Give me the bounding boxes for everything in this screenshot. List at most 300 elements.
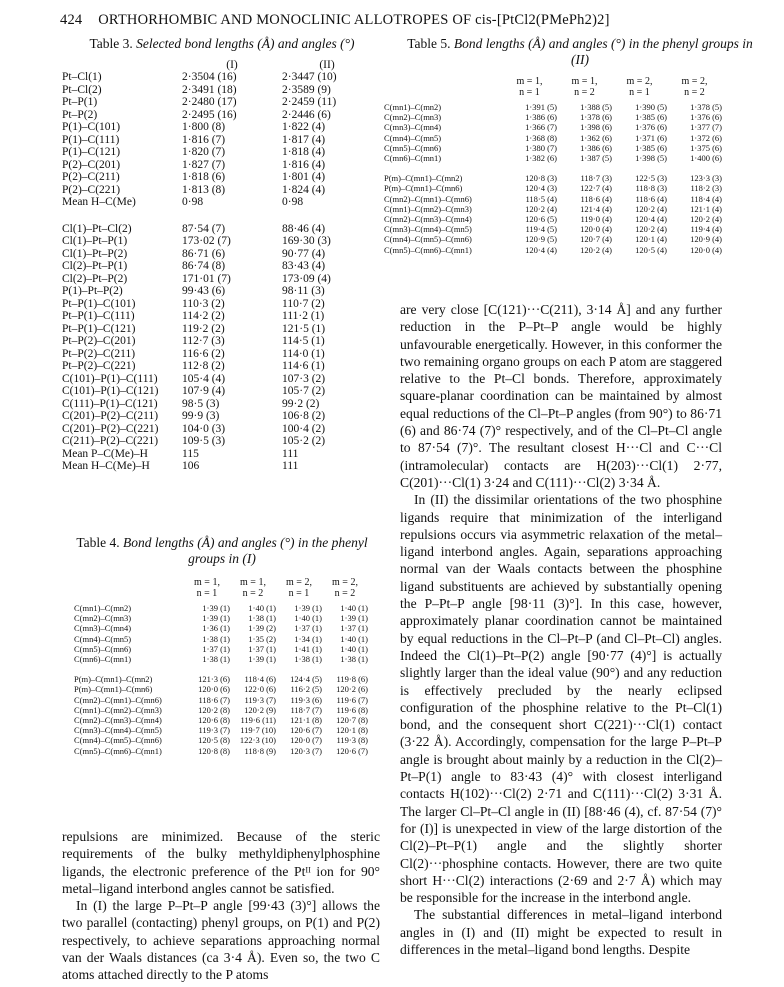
cell-value: 118·6 (4) [580, 193, 612, 204]
angle-label: C(mn2)–C(mn1)–C(mn6) [384, 193, 472, 204]
cell-value: 120·4 (4) [635, 214, 667, 225]
spacer [384, 163, 722, 173]
table-header-row [74, 588, 368, 599]
value-II: 99·2 (2) [282, 397, 320, 410]
bond-label: C(mn4)–C(mn5) [384, 132, 442, 143]
value-I: 1·813 (8) [182, 183, 226, 196]
table-3-label: Table 3. [89, 36, 133, 51]
angle-label: C(mn1)–C(mn2)–C(mn3) [74, 704, 162, 715]
spacer [74, 664, 368, 674]
cell-value: 1·366 (7) [525, 122, 557, 133]
value-II: 110·7 (2) [282, 297, 325, 310]
cell-value: 120·8 (3) [525, 173, 557, 184]
spacer-row [74, 664, 368, 674]
table-row [62, 398, 372, 411]
table-row [62, 96, 372, 109]
angle-label: C(211)–P(2)–C(221) [62, 435, 159, 447]
cell-value: 1·380 (7) [525, 142, 557, 153]
cell-value: 1·376 (6) [635, 122, 667, 133]
cell-value: 1·41 (1) [294, 643, 322, 654]
value-II: 1·818 (4) [282, 146, 326, 158]
cell-value: 120·0 (4) [690, 244, 722, 255]
angle-label: C(201)–P(2)–C(211) [62, 410, 159, 422]
table-row [384, 133, 722, 143]
bond-label: Pt–Cl(2) [62, 83, 102, 96]
cell-value: 119·6 (11) [240, 715, 276, 726]
cell-value: 1·376 (6) [690, 112, 722, 123]
table-3 [62, 36, 382, 473]
cell-value: 122·3 (10) [239, 735, 276, 746]
column-header-n: n = 2 [242, 588, 264, 599]
bond-label: C(mn1)–C(mn2) [384, 102, 442, 112]
angle-label: C(mn3)–C(mn4)–C(mn5) [384, 224, 472, 235]
cell-value: 120·1 (8) [336, 725, 368, 736]
column-header: (I) [226, 59, 238, 71]
table-header-row [384, 87, 722, 98]
cell-value: 119·3 (7) [244, 694, 276, 705]
cell-value: 121·3 (6) [198, 674, 230, 685]
cell-value: 1·398 (6) [580, 122, 612, 133]
cell-value: 1·372 (6) [690, 132, 722, 143]
cell-value: 1·39 (1) [340, 613, 368, 624]
angle-label: Cl(2)–Pt–P(1) [62, 260, 128, 272]
cell-value: 120·2 (4) [635, 203, 667, 214]
table-row [74, 725, 368, 735]
cell-value: 119·6 (7) [336, 694, 368, 705]
bond-label: P(1)–C(111) [62, 133, 120, 146]
cell-value: 1·39 (1) [248, 654, 276, 665]
value-II: 0·98 [282, 196, 304, 208]
value-I: 99·43 (6) [182, 285, 226, 297]
bond-label: Mean H–C(Me) [62, 196, 136, 208]
cell-value: 120·2 (4) [635, 224, 667, 235]
table-row [62, 373, 372, 386]
value-I: 115 [182, 447, 199, 460]
value-II: 111 [282, 447, 299, 460]
page-number: 424 [60, 12, 83, 28]
value-I: 114·2 (2) [182, 310, 225, 322]
cell-value: 122·7 (4) [580, 183, 612, 194]
cell-value: 1·40 (1) [340, 633, 368, 644]
bond-label: Pt–Cl(1) [62, 71, 102, 83]
angle-label: P(1)–Pt–P(2) [62, 285, 123, 297]
value-I: 86·74 (8) [182, 260, 226, 272]
value-I: 171·01 (7) [182, 272, 231, 285]
table-row [74, 715, 368, 725]
value-II: 105·2 (2) [282, 435, 326, 447]
column-header-n: n = 1 [519, 87, 540, 98]
value-II: 2·3589 (9) [282, 83, 331, 96]
bond-label: C(mn3)–C(mn4) [74, 623, 132, 634]
table-3-title: Selected bond lengths (Å) and angles (°) [136, 36, 355, 51]
page-header [60, 12, 760, 29]
table-4 [62, 535, 382, 756]
table-row [384, 112, 722, 122]
angle-label: C(mn4)–C(mn5)–C(mn6) [74, 735, 162, 746]
table-5-caption [400, 36, 760, 68]
table-row [62, 159, 372, 172]
bond-label: C(mn6)–C(mn1) [74, 654, 132, 665]
value-II: 2·3447 (10) [282, 71, 337, 83]
cell-value: 1·40 (1) [248, 603, 276, 613]
cell-value: 1·37 (1) [294, 623, 322, 634]
table-4-title: Bond lengths (Å) and angles (°) in the phenyl groups in (I) [123, 535, 368, 566]
table-row [62, 298, 372, 311]
column-header-m: m = 1, [571, 76, 598, 87]
value-I: 99·9 (3) [182, 410, 220, 422]
header-spacer [74, 577, 184, 588]
cell-value: 1·40 (1) [340, 603, 368, 613]
table-row [62, 335, 372, 348]
value-II: 111 [282, 460, 299, 472]
bond-label: P(2)–C(201) [62, 158, 121, 171]
angle-label: C(mn5)–C(mn6)–C(mn1) [384, 244, 472, 255]
angle-label: C(mn2)–C(mn3)–C(mn4) [384, 214, 472, 225]
table-row [384, 194, 722, 204]
column-header-m: m = 1, [194, 577, 220, 588]
bond-label: C(mn2)–C(mn3) [384, 112, 442, 123]
angle-label: P(m)–C(mn1)–C(mn2) [74, 674, 153, 685]
cell-value: 118·8 (3) [635, 183, 667, 194]
table-row [74, 695, 368, 705]
angle-label: Mean H–C(Me)–H [62, 460, 150, 472]
cell-value: 120·5 (8) [198, 735, 230, 746]
cell-value: 1·375 (6) [690, 142, 722, 153]
angle-label: C(mn4)–C(mn5)–C(mn6) [384, 234, 472, 245]
table-row [74, 623, 368, 633]
cell-value: 1·398 (5) [635, 153, 667, 164]
column-header-n: n = 2 [574, 87, 595, 98]
angle-label: Cl(1)–Pt–Cl(2) [62, 222, 132, 235]
column-header-n: n = 1 [629, 87, 650, 98]
angle-label: P(m)–C(mn1)–C(mn2) [384, 173, 463, 184]
cell-value: 120·0 (4) [580, 224, 612, 235]
cell-value: 121·1 (4) [690, 203, 722, 214]
table-row [62, 348, 372, 361]
cell-value: 119·4 (5) [525, 224, 557, 235]
value-II: 1·817 (4) [282, 133, 326, 146]
column-header-m: m = 1, [240, 577, 266, 588]
cell-value: 119·3 (8) [336, 735, 368, 746]
value-I: 2·2480 (17) [182, 96, 237, 108]
value-II: 105·7 (2) [282, 385, 326, 397]
table-5 [384, 36, 760, 255]
bond-label: C(mn4)–C(mn5) [74, 633, 132, 644]
cell-value: 119·3 (6) [290, 694, 322, 705]
table-row [74, 613, 368, 623]
cell-value: 1·400 (6) [690, 153, 722, 164]
table-row [62, 196, 372, 209]
cell-value: 118·4 (6) [244, 674, 276, 685]
value-II: 2·2459 (11) [282, 96, 337, 108]
cell-value: 1·368 (8) [525, 132, 557, 143]
table-row [74, 705, 368, 715]
table-row [384, 204, 722, 214]
value-II: 169·30 (3) [282, 235, 331, 247]
cell-value: 122·5 (3) [635, 173, 667, 184]
cell-value: 120·2 (4) [580, 244, 612, 255]
value-I: 1·800 (8) [182, 121, 226, 133]
value-II: 111·2 (1) [282, 310, 325, 322]
spacer-row [384, 163, 722, 173]
table-row [62, 121, 372, 134]
table-row [62, 410, 372, 423]
column-header-n: n = 1 [288, 588, 310, 599]
left-column-text [62, 828, 380, 984]
cell-value: 118·6 (7) [198, 694, 230, 705]
value-II: 1·822 (4) [282, 121, 326, 133]
column-header-m: m = 1, [516, 76, 543, 87]
cell-value: 119·6 (8) [336, 704, 368, 715]
cell-value: 122·0 (6) [244, 684, 276, 695]
cell-value: 120·9 (4) [690, 234, 722, 245]
value-II: 98·11 (3) [282, 285, 325, 297]
table-row [62, 310, 372, 323]
table-row [74, 654, 368, 664]
table-row [74, 603, 368, 613]
value-I: 104·0 (3) [182, 422, 226, 435]
cell-value: 1·36 (1) [202, 623, 230, 634]
column-header-n: n = 1 [196, 588, 218, 599]
table-row [62, 448, 372, 461]
value-I: 112·7 (3) [182, 335, 225, 347]
cell-value: 1·37 (1) [248, 643, 276, 654]
paragraph: repulsions are minimized. Because of the steric requirements of the bulky methyldiphenylphosphine ligands, the electronic preference of the Ptᴵᴵ ion for 90° metal–ligand interbond angles cannot be satisfied. [62, 829, 380, 896]
bond-label: C(mn5)–C(mn6) [384, 142, 442, 153]
cell-value: 1·386 (6) [580, 142, 612, 153]
cell-value: 120·6 (5) [525, 214, 557, 225]
table-row [62, 84, 372, 97]
table-row [74, 634, 368, 644]
value-II: 88·46 (4) [282, 222, 326, 235]
cell-value: 1·382 (6) [525, 153, 557, 164]
cell-value: 1·39 (1) [202, 603, 230, 613]
table-row [62, 184, 372, 197]
value-I: 119·2 (2) [182, 322, 225, 335]
value-II: 173·09 (4) [282, 272, 331, 285]
column-header-m: m = 2, [626, 76, 653, 87]
cell-value: 1·385 (6) [635, 112, 667, 123]
column-header-n: n = 2 [334, 588, 356, 599]
angle-label: C(101)–P(1)–C(111) [62, 372, 158, 385]
column-header-m: m = 2, [286, 577, 312, 588]
table-row [384, 173, 722, 183]
value-II: 1·801 (4) [282, 171, 326, 183]
cell-value: 120·7 (8) [336, 715, 368, 726]
value-I: 105·4 (4) [182, 372, 226, 385]
table-row [74, 674, 368, 684]
paragraph: The substantial differences in metal–ligand interbond angles in (I) and (II) might be expected to result in differences in the metal–ligand bond lengths. Despite [400, 907, 722, 957]
cell-value: 119·3 (7) [198, 725, 230, 736]
cell-value: 1·38 (1) [202, 654, 230, 665]
angle-label: P(m)–C(mn1)–C(mn6) [384, 183, 463, 194]
paragraph: In (I) the large P–Pt–P angle [99·43 (3)°] allows the two parallel (contacting) phenyl groups, on P(1) and P(2) respectively, to achieve separations approaching normal van der Waals distances (ca 3·4 Å). Even so, the two C atoms attached directly to the P atoms [62, 898, 380, 983]
cell-value: 1·39 (1) [294, 603, 322, 613]
cell-value: 1·40 (1) [294, 613, 322, 624]
table-row [384, 183, 722, 193]
cell-value: 1·378 (5) [690, 102, 722, 112]
bond-label: C(mn6)–C(mn1) [384, 153, 442, 164]
angle-label: Pt–P(1)–C(101) [62, 297, 136, 310]
value-I: 107·9 (4) [182, 385, 226, 397]
angle-label: C(111)–P(1)–C(121) [62, 397, 158, 410]
value-II: 114·6 (1) [282, 360, 325, 372]
table-5-label: Table 5. [407, 36, 451, 51]
table-row [62, 260, 372, 273]
table-row [384, 245, 722, 255]
cell-value: 120·5 (4) [635, 244, 667, 255]
cell-value: 120·2 (4) [525, 203, 557, 214]
angle-label: Pt–P(1)–C(111) [62, 310, 135, 322]
table-3-caption [62, 36, 382, 52]
bond-label: P(2)–C(221) [62, 183, 121, 196]
cell-value: 119·4 (4) [690, 224, 722, 235]
cell-value: 1·377 (7) [690, 122, 722, 133]
spacer-row [62, 209, 372, 223]
table-header-row [384, 76, 722, 87]
angle-label: C(mn5)–C(mn6)–C(mn1) [74, 745, 162, 756]
cell-value: 1·390 (5) [635, 102, 667, 112]
value-I: 98·5 (3) [182, 397, 220, 410]
value-II: 100·4 (2) [282, 422, 326, 435]
cell-value: 124·4 (5) [290, 674, 322, 685]
angle-label: Pt–P(1)–C(121) [62, 322, 136, 335]
cell-value: 120·1 (4) [635, 234, 667, 245]
table-row [384, 224, 722, 234]
value-II: 121·5 (1) [282, 322, 326, 335]
table-row [74, 684, 368, 694]
header-spacer [74, 588, 184, 599]
cell-value: 1·39 (1) [202, 613, 230, 624]
value-I: 112·8 (2) [182, 360, 225, 372]
value-II: 1·816 (4) [282, 158, 326, 171]
value-I: 1·816 (7) [182, 133, 226, 146]
cell-value: 1·38 (1) [202, 633, 230, 644]
table-row [62, 235, 372, 248]
cell-value: 1·40 (1) [340, 643, 368, 654]
table-4-caption [62, 535, 382, 567]
value-I: 0·98 [182, 196, 204, 208]
value-I: 87·54 (7) [182, 222, 226, 235]
column-header-m: m = 2, [332, 577, 358, 588]
column-header-n: n = 2 [684, 87, 705, 98]
table-row [62, 223, 372, 236]
cell-value: 121·1 (8) [290, 715, 322, 726]
table-row [74, 746, 368, 756]
cell-value: 120·3 (7) [290, 745, 322, 756]
angle-label: C(mn3)–C(mn4)–C(mn5) [74, 725, 162, 736]
cell-value: 1·35 (2) [248, 633, 276, 644]
table-row [62, 423, 372, 436]
angle-label: C(101)–P(1)–C(121) [62, 385, 159, 397]
value-I: 106 [182, 460, 200, 472]
table-row [74, 735, 368, 745]
column-header-m: m = 2, [681, 76, 708, 87]
table-row [62, 71, 372, 84]
paragraph: In (II) the dissimilar orientations of the two phosphine ligands require that minimization of the interligand repulsions occurs via asymmetric relaxation of the metal–ligand interbond angles. Again, separations approaching normal van der Waals contacts between the phosphine ligand substituents are achieved by substantially opening the P–Pt–P angle [98·11 (3)°]. In this case, however, approximately planar coordination cannot be maintained by equal reductions in the Cl–Pt–P (and Cl–Pt–Cl) angles. Indeed the Cl(1)–Pt–P(2) angle [90·77 (4)°] is actually slightly larger than the ideal value (90°) and any reduction is effectively precluded by the nearly eclipsed configuration of the phosphine relative to the Pt–Cl(1) bond, and the consequent short C(221)···Cl(1) contact (3·22 Å). Accordingly, compensation for the large P–Pt–P angle is brought about mainly by a reduction in the Cl(2)–Pt–P(1) angle to 83·43 (4)° with closest interligand contacts H(102)···Cl(2) 2·71 and C(111)···Cl(2) 3·31 Å. The larger Cl–Pt–Cl angle in (II) [88·46 (4), cf. 87·54 (7)° for (I)] is unexpected in view of the large distortion of the Cl(2)–Pt–P(1) angle and the slightly shorter Cl(2)···phosphine contacts. However, there are two quite short H···Cl(2) interactions (2·69 and 2·7 Å) which may be responsible for the increase in the interbond angle. [400, 492, 722, 906]
value-I: 173·02 (7) [182, 235, 231, 247]
cell-value: 118·5 (4) [525, 193, 557, 204]
value-I: 1·827 (7) [182, 158, 226, 171]
cell-value: 119·8 (6) [336, 674, 368, 685]
cell-value: 118·8 (9) [244, 745, 276, 756]
cell-value: 120·6 (7) [290, 725, 322, 736]
paragraph: are very close [C(121)···C(211), 3·14 Å] and any further reduction in the P–Pt–P angle would be highly unfavourable energetically. However, in this conformer the two remaining organo groups on each P atom are staggered relative to the Pt–Cl bonds. Therefore, approximately square-planar coordination can be maintained by almost equal reductions of the Cl–Pt–P angles (from 90°) to 86·71 (6) and 86·74 (7)° respectively, and of the Cl–Pt–Cl angle to 87·54 (7)°. The resultant closest H···Cl and C···Cl (intramolecular) contacts are H(203)···Cl(1) 2·77, C(201)···Cl(1) 3·24 and C(111)···Cl(2) 3·34 Å. [400, 302, 723, 490]
angle-label: Cl(1)–Pt–P(2) [62, 247, 128, 260]
cell-value: 1·391 (5) [525, 102, 557, 112]
angle-label: Cl(1)–Pt–P(1) [62, 235, 128, 247]
bond-label: P(1)–C(121) [62, 146, 121, 158]
cell-value: 1·378 (6) [580, 112, 612, 123]
bond-label: C(mn1)–C(mn2) [74, 603, 132, 613]
cell-value: 118·6 (4) [635, 193, 667, 204]
value-I: 86·71 (6) [182, 247, 226, 260]
value-I: 1·818 (6) [182, 171, 226, 183]
value-I: 116·6 (2) [182, 347, 225, 360]
cell-value: 1·388 (5) [580, 102, 612, 112]
right-column-text [400, 301, 722, 958]
angle-label: C(mn2)–C(mn3)–C(mn4) [74, 715, 162, 726]
cell-value: 1·37 (1) [202, 643, 230, 654]
table-row [62, 385, 372, 398]
angle-label: P(m)–C(mn1)–C(mn6) [74, 684, 153, 695]
bond-label: Pt–P(2) [62, 108, 98, 121]
cell-value: 120·2 (4) [690, 214, 722, 225]
bond-label: P(2)–C(211) [62, 171, 120, 183]
bond-label: C(mn2)–C(mn3) [74, 613, 132, 624]
value-II: 2·2446 (6) [282, 108, 331, 121]
cell-value: 118·2 (3) [690, 183, 722, 194]
cell-value: 120·9 (5) [525, 234, 557, 245]
value-I: 2·3491 (18) [182, 83, 237, 96]
value-II: 90·77 (4) [282, 247, 326, 260]
cell-value: 119·7 (10) [240, 725, 276, 736]
table-3-grid [62, 60, 372, 473]
value-II: 107·3 (2) [282, 372, 326, 385]
table-row [74, 644, 368, 654]
table-row [62, 460, 372, 473]
cell-value: 1·38 (1) [294, 654, 322, 665]
table-5-title: Bond lengths (Å) and angles (°) in the phenyl groups in (II) [453, 36, 753, 67]
table-row [62, 435, 372, 448]
cell-value: 120·0 (6) [198, 684, 230, 695]
angle-label: C(mn1)–C(mn2)–C(mn3) [384, 203, 472, 214]
value-I: 2·3504 (16) [182, 71, 237, 83]
cell-value: 123·3 (3) [690, 173, 722, 184]
table-row [62, 323, 372, 336]
angle-label: Cl(2)–Pt–P(2) [62, 272, 128, 285]
bond-label: Pt–P(1) [62, 96, 98, 108]
angle-label: C(mn2)–C(mn1)–C(mn6) [74, 694, 162, 705]
cell-value: 121·4 (4) [580, 203, 612, 214]
table-row [62, 248, 372, 261]
cell-value: 1·38 (1) [248, 613, 276, 624]
table-row [384, 122, 722, 132]
cell-value: 120·7 (4) [580, 234, 612, 245]
cell-value: 119·0 (4) [580, 214, 612, 225]
column-header: (II) [319, 59, 335, 71]
cell-value: 1·39 (2) [248, 623, 276, 634]
cell-value: 1·34 (1) [294, 633, 322, 644]
value-I: 110·3 (2) [182, 297, 225, 310]
table-4-grid [74, 577, 368, 756]
cell-value: 120·2 (6) [336, 684, 368, 695]
table-row [384, 214, 722, 224]
cell-value: 118·7 (3) [580, 173, 612, 184]
table-header-row [62, 60, 372, 71]
table-row [62, 273, 372, 286]
bond-label: C(mn5)–C(mn6) [74, 643, 132, 654]
